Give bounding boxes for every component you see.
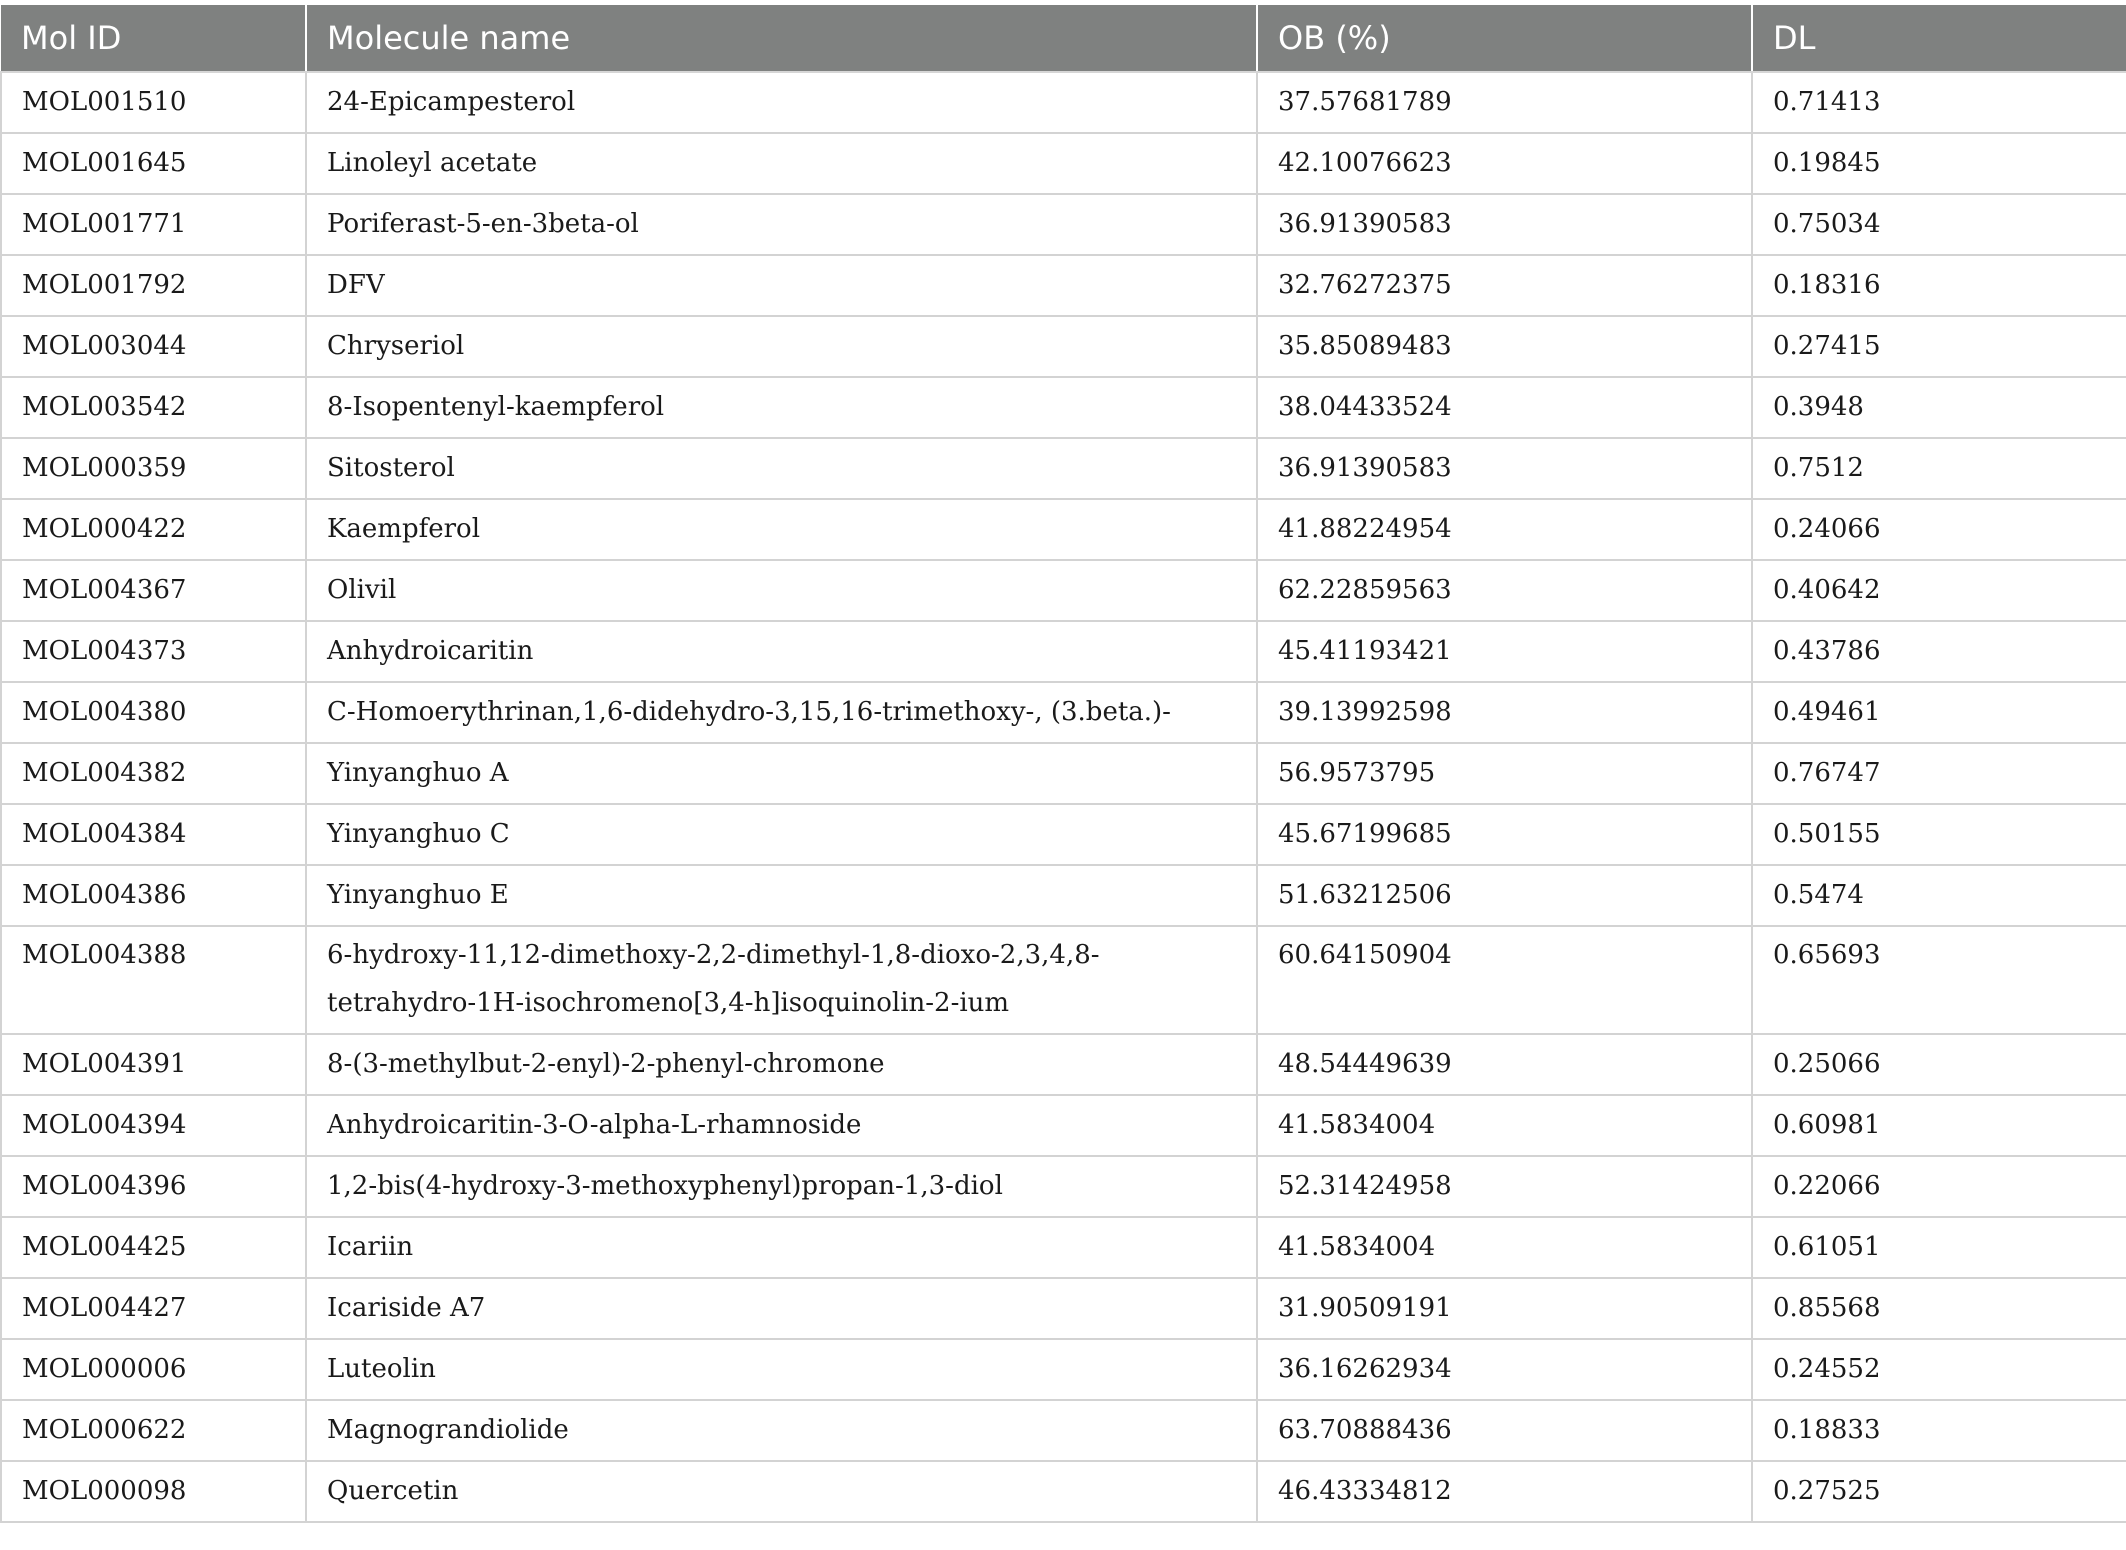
cell-dl xyxy=(1752,438,2126,499)
table-row xyxy=(1,1278,2126,1339)
cell-ob-text: 46.43334812 xyxy=(1278,1476,1452,1506)
cell-ob xyxy=(1257,499,1752,560)
cell-ob xyxy=(1257,1278,1752,1339)
cell-mol-id-text: MOL001771 xyxy=(22,209,187,239)
header-molecule-name: Molecule name xyxy=(306,5,1257,72)
cell-molecule-name xyxy=(306,1278,1257,1339)
header-ob: OB (%) xyxy=(1257,5,1752,72)
cell-dl xyxy=(1752,621,2126,682)
cell-mol-id xyxy=(1,438,306,499)
cell-ob-text: 36.91390583 xyxy=(1278,209,1452,239)
cell-ob-text: 36.16262934 xyxy=(1278,1354,1452,1384)
cell-dl-text: 0.76747 xyxy=(1773,758,1881,788)
cell-mol-id xyxy=(1,865,306,926)
cell-molecule-name xyxy=(306,1095,1257,1156)
table-row xyxy=(1,377,2126,438)
cell-mol-id-text: MOL004380 xyxy=(22,697,187,727)
cell-dl xyxy=(1752,743,2126,804)
cell-mol-id-text: MOL003542 xyxy=(22,392,187,422)
table-row xyxy=(1,926,2126,1034)
cell-mol-id xyxy=(1,1095,306,1156)
cell-dl xyxy=(1752,1461,2126,1522)
table-row xyxy=(1,1217,2126,1278)
table-row xyxy=(1,743,2126,804)
cell-ob-text: 52.31424958 xyxy=(1278,1171,1452,1201)
table-row xyxy=(1,621,2126,682)
cell-mol-id xyxy=(1,1034,306,1095)
cell-dl-text: 0.60981 xyxy=(1773,1110,1881,1140)
cell-ob-text: 36.91390583 xyxy=(1278,453,1452,483)
cell-dl xyxy=(1752,865,2126,926)
cell-mol-id xyxy=(1,1217,306,1278)
cell-mol-id-text: MOL004396 xyxy=(22,1171,187,1201)
cell-molecule-name xyxy=(306,133,1257,194)
cell-molecule-name xyxy=(306,682,1257,743)
cell-ob xyxy=(1257,743,1752,804)
cell-ob-text: 38.04433524 xyxy=(1278,392,1452,422)
cell-dl xyxy=(1752,1278,2126,1339)
cell-mol-id-text: MOL004425 xyxy=(22,1232,187,1262)
cell-molecule-name xyxy=(306,1461,1257,1522)
cell-ob xyxy=(1257,1034,1752,1095)
cell-molecule-name-text: Icariside A7 xyxy=(327,1293,486,1323)
cell-dl xyxy=(1752,1400,2126,1461)
cell-molecule-name-text: Poriferast-5-en-3beta-ol xyxy=(327,209,639,239)
cell-molecule-name-text: C-Homoerythrinan,1,6-didehydro-3,15,16-trimethoxy-, (3.beta.)- xyxy=(327,697,1171,727)
cell-molecule-name-text: DFV xyxy=(327,270,385,300)
cell-ob xyxy=(1257,1156,1752,1217)
table-row xyxy=(1,1339,2126,1400)
cell-ob-text: 39.13992598 xyxy=(1278,697,1452,727)
cell-molecule-name xyxy=(306,1217,1257,1278)
cell-dl-text: 0.71413 xyxy=(1773,87,1881,117)
cell-dl-text: 0.27415 xyxy=(1773,331,1881,361)
molecule-table xyxy=(0,5,2126,1523)
cell-dl-text: 0.24066 xyxy=(1773,514,1881,544)
cell-mol-id xyxy=(1,1156,306,1217)
cell-ob-text: 56.9573795 xyxy=(1278,758,1436,788)
cell-ob-text: 62.22859563 xyxy=(1278,575,1452,605)
cell-dl xyxy=(1752,1034,2126,1095)
cell-mol-id xyxy=(1,255,306,316)
cell-molecule-name-text: Yinyanghuo E xyxy=(327,880,509,910)
table-row xyxy=(1,499,2126,560)
cell-ob xyxy=(1257,133,1752,194)
cell-mol-id-text: MOL000422 xyxy=(22,514,187,544)
cell-mol-id-text: MOL001510 xyxy=(22,87,187,117)
cell-dl-text: 0.18316 xyxy=(1773,270,1881,300)
cell-molecule-name-text: Olivil xyxy=(327,575,397,605)
cell-ob xyxy=(1257,438,1752,499)
cell-molecule-name-text: Linoleyl acetate xyxy=(327,148,538,178)
cell-ob xyxy=(1257,682,1752,743)
cell-ob-text: 48.54449639 xyxy=(1278,1049,1452,1079)
cell-dl xyxy=(1752,255,2126,316)
cell-molecule-name xyxy=(306,743,1257,804)
cell-dl-text: 0.50155 xyxy=(1773,819,1881,849)
cell-dl-text: 0.7512 xyxy=(1773,453,1864,483)
cell-molecule-name-text: Anhydroicaritin-3-O-alpha-L-rhamnoside xyxy=(327,1110,862,1140)
cell-molecule-name-text: Magnograndiolide xyxy=(327,1415,569,1445)
cell-mol-id-text: MOL004382 xyxy=(22,758,187,788)
cell-molecule-name-text: Anhydroicaritin xyxy=(327,636,534,666)
table-row xyxy=(1,1156,2126,1217)
cell-dl-text: 0.40642 xyxy=(1773,575,1881,605)
cell-mol-id xyxy=(1,682,306,743)
cell-ob-text: 35.85089483 xyxy=(1278,331,1452,361)
cell-mol-id-text: MOL004427 xyxy=(22,1293,187,1323)
cell-mol-id xyxy=(1,194,306,255)
cell-dl-text: 0.5474 xyxy=(1773,880,1864,910)
cell-molecule-name-text: Yinyanghuo A xyxy=(327,758,509,788)
cell-molecule-name-text: Yinyanghuo C xyxy=(327,819,510,849)
cell-molecule-name xyxy=(306,1339,1257,1400)
header-mol-id: Mol ID xyxy=(1,5,306,72)
cell-dl xyxy=(1752,316,2126,377)
cell-ob xyxy=(1257,804,1752,865)
cell-dl xyxy=(1752,194,2126,255)
cell-molecule-name xyxy=(306,438,1257,499)
cell-mol-id xyxy=(1,133,306,194)
cell-molecule-name xyxy=(306,1034,1257,1095)
cell-ob xyxy=(1257,194,1752,255)
cell-mol-id-text: MOL004388 xyxy=(22,940,187,970)
cell-mol-id-text: MOL004394 xyxy=(22,1110,187,1140)
cell-dl-text: 0.22066 xyxy=(1773,1171,1881,1201)
cell-molecule-name-text: Luteolin xyxy=(327,1354,436,1384)
cell-mol-id xyxy=(1,560,306,621)
cell-mol-id xyxy=(1,621,306,682)
cell-molecule-name xyxy=(306,499,1257,560)
table-row xyxy=(1,865,2126,926)
table-row xyxy=(1,255,2126,316)
table-row xyxy=(1,560,2126,621)
cell-ob-text: 31.90509191 xyxy=(1278,1293,1452,1323)
cell-molecule-name xyxy=(306,865,1257,926)
cell-molecule-name-text: Quercetin xyxy=(327,1476,459,1506)
cell-dl xyxy=(1752,682,2126,743)
cell-molecule-name-text: Kaempferol xyxy=(327,514,481,544)
cell-dl xyxy=(1752,133,2126,194)
cell-molecule-name xyxy=(306,377,1257,438)
table-row xyxy=(1,1095,2126,1156)
cell-dl xyxy=(1752,72,2126,133)
cell-dl-text: 0.27525 xyxy=(1773,1476,1881,1506)
cell-dl xyxy=(1752,377,2126,438)
table-row xyxy=(1,72,2126,133)
cell-dl xyxy=(1752,560,2126,621)
header-dl: DL xyxy=(1752,5,2126,72)
cell-dl-text: 0.18833 xyxy=(1773,1415,1881,1445)
cell-dl-text: 0.85568 xyxy=(1773,1293,1881,1323)
cell-molecule-name xyxy=(306,316,1257,377)
cell-mol-id-text: MOL004391 xyxy=(22,1049,187,1079)
table-row xyxy=(1,133,2126,194)
cell-ob-text: 42.10076623 xyxy=(1278,148,1452,178)
table-header xyxy=(1,5,2126,72)
cell-molecule-name-text: Sitosterol xyxy=(327,453,455,483)
cell-mol-id-text: MOL000006 xyxy=(22,1354,187,1384)
table-row xyxy=(1,194,2126,255)
cell-ob xyxy=(1257,926,1752,1034)
table-row xyxy=(1,1034,2126,1095)
cell-molecule-name xyxy=(306,926,1257,1034)
cell-ob xyxy=(1257,621,1752,682)
cell-molecule-name-text: 24-Epicampesterol xyxy=(327,87,576,117)
cell-dl xyxy=(1752,1339,2126,1400)
cell-mol-id xyxy=(1,743,306,804)
cell-mol-id-text: MOL001645 xyxy=(22,148,187,178)
cell-mol-id xyxy=(1,804,306,865)
cell-mol-id xyxy=(1,72,306,133)
cell-molecule-name xyxy=(306,1156,1257,1217)
table-body xyxy=(1,72,2126,1522)
cell-molecule-name-text: Icariin xyxy=(327,1232,414,1262)
cell-mol-id-text: MOL004367 xyxy=(22,575,187,605)
cell-dl-text: 0.43786 xyxy=(1773,636,1881,666)
header-row xyxy=(1,5,2126,72)
cell-molecule-name xyxy=(306,560,1257,621)
cell-ob xyxy=(1257,255,1752,316)
cell-mol-id-text: MOL000359 xyxy=(22,453,187,483)
table-row xyxy=(1,438,2126,499)
cell-mol-id-text: MOL000098 xyxy=(22,1476,187,1506)
cell-mol-id-text: MOL003044 xyxy=(22,331,187,361)
cell-ob-text: 63.70888436 xyxy=(1278,1415,1452,1445)
cell-dl xyxy=(1752,926,2126,1034)
cell-ob xyxy=(1257,377,1752,438)
cell-ob-text: 41.88224954 xyxy=(1278,514,1452,544)
cell-ob-text: 45.67199685 xyxy=(1278,819,1452,849)
cell-dl xyxy=(1752,804,2126,865)
table-row xyxy=(1,1400,2126,1461)
cell-mol-id-text: MOL004384 xyxy=(22,819,187,849)
cell-dl-text: 0.49461 xyxy=(1773,697,1881,727)
cell-molecule-name-text: Chryseriol xyxy=(327,331,465,361)
cell-dl xyxy=(1752,1095,2126,1156)
cell-ob-text: 41.5834004 xyxy=(1278,1232,1436,1262)
cell-mol-id xyxy=(1,499,306,560)
cell-dl-text: 0.65693 xyxy=(1773,940,1881,970)
cell-ob xyxy=(1257,1217,1752,1278)
cell-ob xyxy=(1257,1400,1752,1461)
cell-mol-id xyxy=(1,1339,306,1400)
cell-mol-id xyxy=(1,1400,306,1461)
cell-mol-id xyxy=(1,1278,306,1339)
cell-mol-id xyxy=(1,926,306,1034)
cell-molecule-name xyxy=(306,194,1257,255)
table-row xyxy=(1,316,2126,377)
cell-dl-text: 0.24552 xyxy=(1773,1354,1881,1384)
cell-mol-id-text: MOL004373 xyxy=(22,636,187,666)
table-row xyxy=(1,682,2126,743)
cell-ob-text: 41.5834004 xyxy=(1278,1110,1436,1140)
cell-ob xyxy=(1257,72,1752,133)
cell-dl-text: 0.19845 xyxy=(1773,148,1881,178)
cell-mol-id-text: MOL000622 xyxy=(22,1415,187,1445)
cell-ob-text: 45.41193421 xyxy=(1278,636,1452,666)
cell-mol-id-text: MOL004386 xyxy=(22,880,187,910)
cell-ob xyxy=(1257,865,1752,926)
cell-ob xyxy=(1257,1339,1752,1400)
cell-dl-text: 0.25066 xyxy=(1773,1049,1881,1079)
cell-molecule-name-text: 1,2-bis(4-hydroxy-3-methoxyphenyl)propan-1,3-diol xyxy=(327,1171,1003,1201)
cell-mol-id-text: MOL001792 xyxy=(22,270,187,300)
cell-ob-text: 37.57681789 xyxy=(1278,87,1452,117)
cell-dl-text: 0.61051 xyxy=(1773,1232,1881,1262)
cell-ob-text: 51.63212506 xyxy=(1278,880,1452,910)
cell-mol-id xyxy=(1,1461,306,1522)
data-table-container xyxy=(0,5,2126,1523)
cell-dl-text: 0.3948 xyxy=(1773,392,1864,422)
cell-dl xyxy=(1752,499,2126,560)
cell-ob-text: 32.76272375 xyxy=(1278,270,1452,300)
cell-dl xyxy=(1752,1217,2126,1278)
cell-molecule-name xyxy=(306,621,1257,682)
cell-molecule-name-text: 8-Isopentenyl-kaempferol xyxy=(327,392,665,422)
table-row xyxy=(1,1461,2126,1522)
table-row xyxy=(1,804,2126,865)
cell-ob xyxy=(1257,316,1752,377)
cell-ob xyxy=(1257,560,1752,621)
cell-molecule-name xyxy=(306,804,1257,865)
cell-ob xyxy=(1257,1461,1752,1522)
cell-ob-text: 60.64150904 xyxy=(1278,940,1452,970)
cell-molecule-name-text: 6-hydroxy-11,12-dimethoxy-2,2-dimethyl-1,8-dioxo-2,3,4,8-tetrahydro-1H-isochromeno[3,4-h]isoquinolin-2-ium xyxy=(327,940,1100,1018)
cell-dl xyxy=(1752,1156,2126,1217)
cell-molecule-name xyxy=(306,1400,1257,1461)
cell-molecule-name xyxy=(306,72,1257,133)
cell-mol-id xyxy=(1,377,306,438)
cell-dl-text: 0.75034 xyxy=(1773,209,1881,239)
cell-molecule-name-text: 8-(3-methylbut-2-enyl)-2-phenyl-chromone xyxy=(327,1049,885,1079)
cell-molecule-name xyxy=(306,255,1257,316)
cell-mol-id xyxy=(1,316,306,377)
cell-ob xyxy=(1257,1095,1752,1156)
